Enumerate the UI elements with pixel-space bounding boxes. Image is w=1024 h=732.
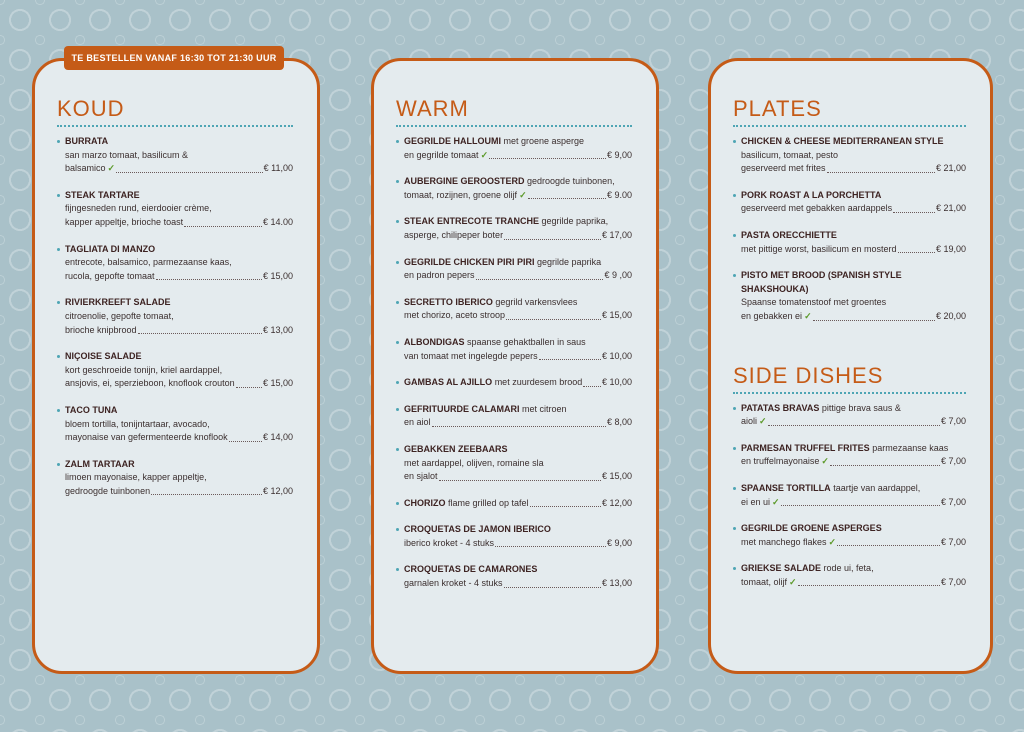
leader-dots	[236, 387, 262, 388]
item-price: € 7,00	[940, 576, 966, 587]
item-price-line	[404, 577, 632, 591]
item-description-line: citroenolie, gepofte tomaat,	[65, 310, 174, 321]
item-heading	[65, 243, 293, 257]
item-price-line	[404, 416, 632, 430]
panel-plates-sides	[708, 58, 993, 674]
item-description-line: kort geschroeide tonijn, kriel aardappel,	[65, 364, 223, 375]
leader-dots	[151, 494, 262, 495]
vegetarian-leaf-icon: ✓	[821, 456, 829, 467]
leader-dots	[768, 425, 940, 426]
item-price-line	[65, 162, 293, 176]
menu-item	[733, 482, 966, 509]
menu-item	[733, 522, 966, 549]
item-description: spaanse gehaktballen in saus	[467, 336, 586, 347]
item-description-last: met pittige worst, basilicum en mosterd	[741, 243, 897, 254]
item-description-last: mayonaise van gefermenteerde knoflook	[65, 432, 228, 443]
item-price-line	[741, 536, 966, 550]
item-description-line: san marzo tomaat, basilicum &	[65, 149, 189, 160]
menu-item	[396, 376, 632, 390]
item-heading	[404, 403, 632, 417]
item-heading	[404, 175, 632, 189]
item-name: PASTA ORECCHIETTE	[741, 229, 837, 240]
menu-item	[57, 458, 293, 499]
item-price-line	[404, 350, 632, 364]
leader-dots	[506, 319, 601, 320]
section-title-plates: PLATES	[733, 95, 966, 127]
item-heading	[741, 482, 966, 496]
panel-warm	[371, 58, 659, 674]
item-price-line	[741, 202, 966, 216]
menu-item	[396, 135, 632, 162]
section-title-koud: KOUD	[57, 95, 293, 127]
item-heading	[741, 189, 966, 203]
item-price-line	[741, 162, 966, 176]
item-name: CROQUETAS DE CAMARONES	[404, 564, 538, 575]
item-price-line	[65, 270, 293, 284]
item-price: € 14.00	[262, 216, 293, 227]
item-description-line: fijngesneden rund, eierdooier crème,	[65, 203, 212, 214]
item-description-last: met manchego flakes	[741, 536, 827, 547]
vegetarian-leaf-icon: ✓	[772, 496, 780, 507]
item-price: € 13,00	[262, 324, 293, 335]
item-description: rode ui, feta,	[823, 563, 874, 574]
item-heading	[404, 563, 632, 577]
item-price: € 7,00	[940, 536, 966, 547]
item-price-line	[65, 324, 293, 338]
item-price-line	[741, 310, 966, 324]
item-description-last: en truffelmayonaise	[741, 456, 820, 467]
item-price-line	[65, 216, 293, 230]
item-price-line	[404, 229, 632, 243]
item-name: GEFRITUURDE CALAMARI	[404, 403, 520, 414]
item-name: CHICKEN & CHEESE MEDITERRANEAN STYLE	[741, 136, 944, 146]
leader-dots	[781, 505, 940, 506]
item-price-line	[404, 470, 632, 484]
menu-item	[57, 350, 293, 391]
item-price-line	[741, 496, 966, 510]
vegetarian-leaf-icon: ✓	[480, 149, 489, 160]
item-price-line	[404, 149, 632, 163]
item-heading	[741, 135, 966, 149]
item-price: € 11,00	[263, 163, 293, 174]
item-heading	[741, 269, 966, 296]
item-description-last: gedroogde tuinbonen	[65, 485, 151, 496]
item-price-line	[404, 189, 632, 203]
menu-item	[396, 563, 632, 590]
leader-dots	[830, 465, 940, 466]
item-price: € 21,00	[935, 203, 966, 214]
item-name: SPAANSE TORTILLA	[741, 482, 831, 493]
item-description-last: rucola, gepofte tomaat	[65, 270, 155, 281]
item-description: gedroogde tuinbonen,	[527, 176, 615, 187]
item-heading	[741, 562, 966, 576]
item-heading	[741, 442, 966, 456]
item-price-line	[65, 485, 293, 499]
item-description: taartje van aardappel,	[833, 482, 921, 493]
item-description-last: iberico kroket - 4 stuks	[404, 537, 495, 548]
vegetarian-leaf-icon: ✓	[789, 576, 797, 587]
item-price-line	[404, 376, 632, 390]
item-heading	[65, 135, 293, 149]
leader-dots	[439, 480, 601, 481]
menu-item	[57, 296, 293, 337]
menu-item	[733, 135, 966, 176]
item-price: € 10,00	[601, 377, 632, 388]
leader-dots	[539, 359, 601, 360]
item-heading	[741, 522, 966, 536]
item-price: € 20,00	[935, 310, 966, 321]
leader-dots	[827, 172, 935, 173]
item-name: ALBONDIGAS	[404, 336, 465, 347]
menu-item	[396, 215, 632, 242]
item-name: TACO TUNA	[65, 404, 118, 415]
vegetarian-leaf-icon: ✓	[107, 163, 116, 174]
leader-dots	[504, 239, 601, 240]
menu-item	[396, 523, 632, 550]
item-name: PISTO MET BROOD (SPANISH STYLE SHAKSHOUKA)	[741, 270, 902, 294]
item-description: met citroen	[522, 403, 567, 414]
section-title-side-dishes: SIDE DISHES	[733, 362, 966, 394]
item-name: BURRATA	[65, 136, 109, 146]
item-description: parmezaanse kaas	[872, 442, 949, 453]
item-heading	[404, 215, 632, 229]
item-description: gegrild varkensvlees	[495, 296, 578, 307]
item-price-line	[741, 415, 966, 429]
menu-item	[733, 442, 966, 469]
menu-item	[57, 135, 293, 176]
item-name: RIVIERKREEFT SALADE	[65, 297, 171, 308]
leader-dots	[813, 320, 935, 321]
item-price: € 7,00	[940, 456, 966, 467]
item-heading	[404, 256, 632, 270]
item-heading	[404, 523, 632, 537]
section-title-warm: WARM	[396, 95, 632, 127]
item-description	[404, 376, 582, 390]
item-description: met groene asperge	[503, 136, 585, 146]
item-price: € 12,00	[601, 497, 632, 508]
item-heading	[65, 296, 293, 310]
menu-item	[396, 336, 632, 363]
item-description-line: limoen mayonaise, kapper appeltje,	[65, 472, 207, 483]
item-description-last: met chorizo, aceto stroop	[404, 310, 506, 321]
item-description-line: entrecote, balsamico, parmezaanse kaas,	[65, 257, 232, 268]
menu-item	[57, 404, 293, 445]
item-name: PARMESAN TRUFFEL FRITES	[741, 442, 870, 453]
item-price-line	[404, 309, 632, 323]
menu-item	[733, 269, 966, 323]
list-koud	[57, 135, 293, 498]
item-description-line: bloem tortilla, tonijntartaar, avocado,	[65, 418, 210, 429]
item-description-last: en sjalot	[404, 471, 438, 482]
item-description-text: flame grilled op tafel	[448, 497, 529, 508]
item-description-last: garnalen kroket - 4 stuks	[404, 578, 503, 589]
item-price-line	[741, 243, 966, 257]
leader-dots	[116, 172, 263, 173]
item-name: TAGLIATA DI MANZO	[65, 243, 156, 254]
item-heading	[741, 402, 966, 416]
menu-item	[396, 497, 632, 511]
panel-koud	[32, 58, 320, 674]
item-price: € 14,00	[262, 432, 293, 443]
item-description	[404, 497, 529, 511]
leader-dots	[495, 546, 606, 547]
vegetarian-leaf-icon: ✓	[828, 536, 837, 547]
item-name: PORK ROAST A LA PORCHETTA	[741, 189, 882, 200]
item-name: PATATAS BRAVAS	[741, 402, 820, 413]
item-heading	[404, 296, 632, 310]
item-description-last: tomaat, olijf	[741, 576, 788, 587]
menu-item	[57, 189, 293, 230]
leader-dots	[837, 545, 940, 546]
leader-dots	[898, 252, 935, 253]
item-name: GEGRILDE GROENE ASPERGES	[741, 523, 882, 534]
item-description-last: balsamico	[65, 163, 106, 174]
item-name: STEAK TARTARE	[65, 189, 140, 200]
menu-item	[733, 189, 966, 216]
item-description-last: kapper appeltje, brioche toast	[65, 216, 184, 227]
leader-dots	[530, 506, 601, 507]
item-description: pittige brava saus &	[821, 402, 901, 413]
item-description-line: met aardappel, olijven, romaine sla	[404, 457, 544, 468]
item-price-line	[741, 576, 966, 590]
item-name: NIÇOISE SALADE	[65, 351, 142, 362]
menu-item	[733, 562, 966, 589]
leader-dots	[893, 212, 935, 213]
item-heading	[65, 189, 293, 203]
item-name: AUBERGINE GEROOSTERD	[404, 176, 525, 187]
item-name: GEGRILDE HALLOUMI	[404, 136, 501, 146]
item-price: € 21,00	[935, 163, 966, 174]
leader-dots	[489, 158, 606, 159]
item-name: CHORIZO	[404, 497, 446, 508]
item-description: gegrilde paprika	[537, 256, 602, 267]
item-description-last: en aiol	[404, 417, 431, 428]
item-price: € 19,00	[935, 243, 966, 254]
item-price-line	[65, 431, 293, 445]
item-heading	[404, 135, 632, 149]
item-price-line	[65, 377, 293, 391]
item-name: GEGRILDE CHICKEN PIRI PIRI	[404, 256, 535, 267]
leader-dots	[432, 426, 606, 427]
item-description-last: tomaat, rozijnen, groene olijf	[404, 189, 518, 200]
item-price: € 15,00	[262, 270, 293, 281]
item-price: € 7,00	[940, 416, 966, 427]
item-name: CROQUETAS DE JAMON IBERICO	[404, 524, 551, 535]
item-price: € 13,00	[601, 578, 632, 589]
item-description-text: met zuurdesem brood	[494, 377, 583, 388]
leader-dots	[229, 441, 262, 442]
menu-item	[396, 403, 632, 430]
item-price: € 15,00	[601, 471, 632, 482]
menu-item	[396, 175, 632, 202]
item-heading	[404, 443, 632, 457]
item-price: € 17,00	[601, 229, 632, 240]
item-description-last: asperge, chilipeper boter	[404, 229, 504, 240]
leader-dots	[504, 587, 601, 588]
item-description-last: ansjovis, ei, sperzieboon, knoflook crouton	[65, 378, 235, 389]
list-side-dishes	[733, 402, 966, 590]
item-heading	[404, 336, 632, 350]
item-description-last: en gegrilde tomaat	[404, 149, 479, 160]
item-name: GAMBAS AL AJILLO	[404, 377, 493, 388]
item-price: € 9,00	[606, 537, 632, 548]
item-price: € 15,00	[601, 310, 632, 321]
vegetarian-leaf-icon: ✓	[759, 416, 767, 427]
item-name: ZALM TARTAAR	[65, 458, 135, 469]
leader-dots	[528, 198, 606, 199]
item-price-line	[741, 455, 966, 469]
item-price: € 12,00	[262, 485, 293, 496]
item-description-line: basilicum, tomaat, pesto	[741, 149, 839, 160]
item-description-last: brioche knipbrood	[65, 324, 137, 335]
item-price: € 10,00	[601, 350, 632, 361]
item-description-last: en padron pepers	[404, 270, 475, 281]
item-description: gegrilde paprika,	[541, 216, 609, 227]
item-heading	[741, 229, 966, 243]
leader-dots	[184, 226, 262, 227]
menu-item	[733, 229, 966, 256]
item-price-line	[404, 497, 632, 511]
list-plates	[733, 135, 966, 324]
leader-dots	[798, 585, 940, 586]
menu-item	[396, 296, 632, 323]
menu-item	[733, 402, 966, 429]
item-price: € 9,00	[606, 149, 632, 160]
item-heading	[65, 404, 293, 418]
item-price: € 9.00	[606, 189, 632, 200]
item-description-last: ei en ui	[741, 496, 771, 507]
item-price-line	[404, 269, 632, 283]
item-price: € 15,00	[262, 378, 293, 389]
leader-dots	[476, 279, 604, 280]
menu-item	[396, 256, 632, 283]
item-description-line: Spaanse tomatenstoof met groentes	[741, 297, 887, 308]
item-heading	[65, 458, 293, 472]
item-name: GRIEKSE SALADE	[741, 563, 822, 574]
item-price-line	[404, 537, 632, 551]
menu-item	[396, 443, 632, 484]
item-price: € 7,00	[940, 496, 966, 507]
item-description-last: van tomaat met ingelegde pepers	[404, 350, 538, 361]
item-price: € 8,00	[606, 417, 632, 428]
leader-dots	[583, 386, 601, 387]
leader-dots	[138, 333, 262, 334]
vegetarian-leaf-icon: ✓	[519, 189, 527, 200]
item-name: STEAK ENTRECOTE TRANCHE	[404, 216, 540, 227]
item-description-last: aioli	[741, 416, 758, 427]
menu-item	[57, 243, 293, 284]
list-warm	[396, 135, 632, 591]
item-description-last: geserveerd met frites	[741, 163, 826, 174]
item-heading	[65, 350, 293, 364]
item-name: SECRETTO IBERICO	[404, 296, 493, 307]
item-description-last: geserveerd met gebakken aardappels	[741, 203, 893, 214]
vegetarian-leaf-icon: ✓	[804, 310, 812, 321]
item-description-last: en gebakken ei	[741, 310, 803, 321]
leader-dots	[156, 279, 262, 280]
item-name: GEBAKKEN ZEEBAARS	[404, 443, 508, 454]
order-hours-banner: TE BESTELLEN VANAF 16:30 TOT 21:30 UUR	[64, 46, 284, 70]
item-price: € 9 ,00	[604, 270, 632, 281]
